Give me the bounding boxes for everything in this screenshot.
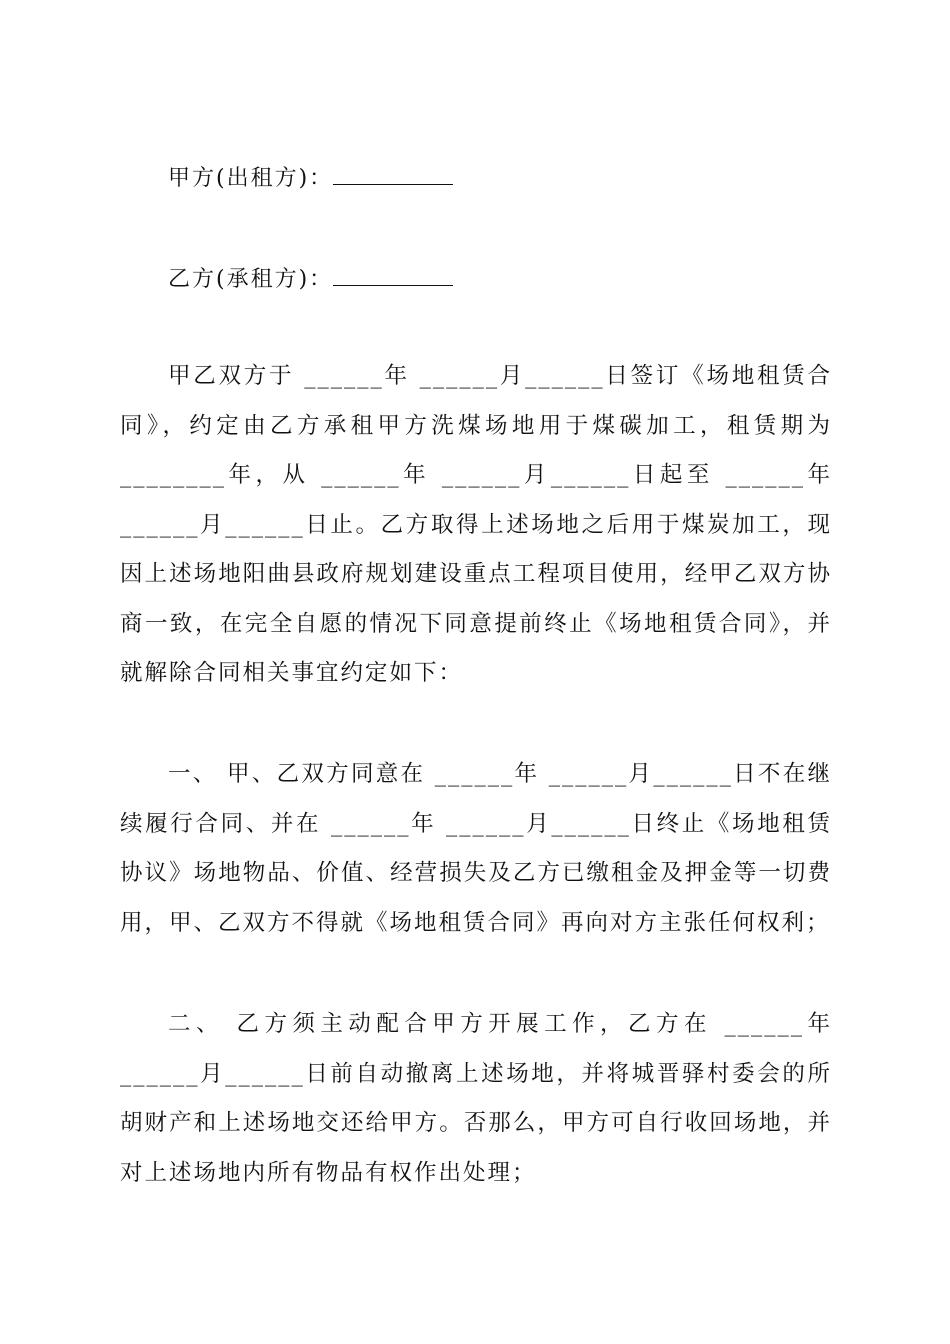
party-a-line <box>168 162 453 194</box>
party-b-line <box>168 263 453 295</box>
paragraph-intro: 甲乙双方于 ______年 ______月______日签订《场地租赁合同》，约定由乙方承租甲方洗煤场地用于煤碳加工，租赁期为________年，从 ______年 ______月______日起至 ______年 ______月______日止。乙方取得上述场地之后用于煤炭加工，现因上述场地阳曲县政府规划建设重点工程项目使用，经甲乙双方协商一致，在完全自愿的情况下同意提前终止《场地租赁合同》，并就解除合同相关事宜约定如下： <box>120 363 832 686</box>
paragraph-clause-1: 一、 甲、乙双方同意在 ______年 ______月______日不在继续履行合同、并在 ______年 ______月______日终止《场地租赁协议》场地物品、价值、经营损失及乙方已缴租金及押金等一切费用，甲、乙双方不得就《场地租赁合同》再向对方主张任何权利； <box>120 761 832 936</box>
party-b-blank <box>333 263 453 286</box>
party-a-blank <box>333 162 453 185</box>
paragraph-clause-2: 二、 乙方须主动配合甲方开展工作，乙方在 ______年 ______月______日前自动撤离上述场地，并将城晋驿村委会的所胡财产和上述场地交还给甲方。否那么，甲方可自行收回场地，并对上述场地内所有物品有权作出处理； <box>120 1011 832 1186</box>
party-b-label: 乙方(承租方)： <box>168 267 334 292</box>
party-a-label: 甲方(出租方)： <box>168 166 334 191</box>
